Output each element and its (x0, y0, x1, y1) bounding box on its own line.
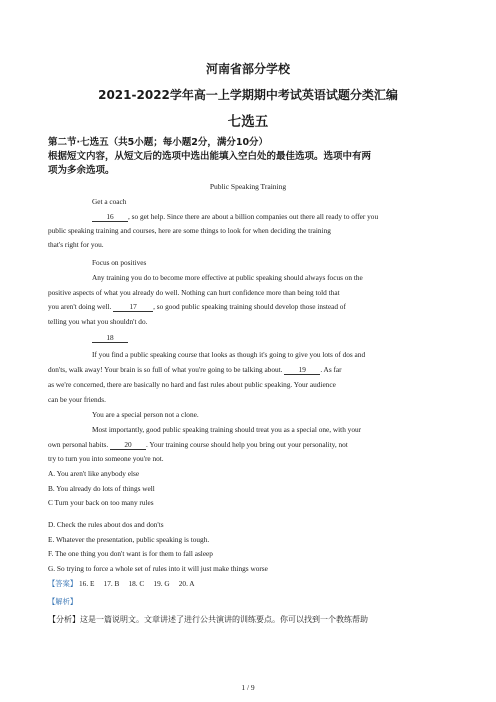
section-type-title: 七选五 (227, 114, 269, 130)
blank-19: 19 (284, 365, 320, 375)
instructions (48, 150, 448, 178)
paragraph-3-line-4: can be your friends. (48, 395, 106, 404)
paragraph-4-line-1: Most importantly, good public speaking training should treat you as a special one, with your (92, 425, 362, 434)
paragraph-3-line-3: as we're concerned, there are basically no hard and fast rules about public speaking. Your audience (48, 380, 336, 389)
paragraph-2-line-2: positive aspects of what you already do well. Nothing can hurt confidence more than being told that (48, 288, 340, 297)
option-d: D. Check the rules about dos and don'ts (48, 520, 164, 529)
compilation-title: 2021-2022学年高一上学期期中考试英语试题分类汇编 (98, 88, 398, 102)
option-e: E. Whatever the presentation, public speaking is tough. (48, 535, 210, 544)
answer-20: 20. A (178, 579, 195, 588)
answer-19: 19. G (153, 579, 170, 588)
paragraph-2-line-1: Any training you do to become more effective at public speaking should always focus on the (92, 273, 363, 282)
instructions-line-1: 根据短文内容，从短文后的选项中选出能填入空白处的最佳选项。选项中有两 (48, 151, 372, 162)
blank-20: 20 (110, 440, 146, 450)
answer-label: 【答案】 (48, 579, 78, 588)
heading-focus-on-positives: Focus on positives (92, 258, 147, 267)
paragraph-2-line-3: you aren't doing well. 17 , so good public speaking training should develop those instead of (48, 302, 346, 311)
school-title: 河南省部分学校 (205, 62, 290, 76)
paragraph-1-line-2: public speaking training and courses, here are some things to look for when deciding the training (48, 226, 331, 235)
heading-get-a-coach: Get a coach (92, 197, 127, 206)
paragraph-3-line-1: If you find a public speaking course that looks as though it's going to give you lots of dos and (92, 350, 366, 359)
paragraph-3-blank-line (92, 333, 128, 343)
blank-18: 18 (92, 333, 128, 343)
paragraph-4-line-3: try to turn you into someone you're not. (48, 454, 164, 463)
answer-row (48, 579, 195, 588)
paragraph-2-line-4: telling you what you shouldn't do. (48, 317, 148, 326)
answer-18: 18. C (128, 579, 145, 588)
instructions-line-2: 项为多余选项。 (48, 165, 115, 176)
paragraph-1-line-3: that's right for you. (48, 240, 104, 249)
analysis-text: 【分析】这是一篇说明文。文章讲述了进行公共演讲的训练要点。你可以找到一个教练帮助 (48, 615, 368, 624)
paragraph-1-line-1: 16 , so get help. Since there are about a billion companies out there all ready to offer you (92, 212, 378, 222)
blank-17: 17 (113, 302, 153, 312)
option-b: B. You already do lots of things well (48, 484, 155, 493)
paragraph-3-line-2: don'ts, walk away! Your brain is so full of what you're going to be talking about. 19 . As far (48, 365, 342, 374)
option-g: G. So trying to force a whole set of rules into it will just make things worse (48, 564, 268, 573)
paragraph-4-line-2: own personal habits. 20 . Your training course should help you bring out your personality, not (48, 440, 348, 449)
option-f: F. The one thing you don't want is for them to fall asleep (48, 549, 213, 558)
section-heading: 第二节·七选五（共5小题；每小题2分，满分10分） (48, 137, 269, 148)
blank-16: 16 (92, 212, 128, 222)
passage-title: Public Speaking Training (209, 182, 287, 191)
page-number: 1 / 9 (241, 683, 255, 692)
answer-16: 16. E (79, 579, 95, 588)
option-c: C Turn your back on too many rules (48, 498, 154, 507)
option-a: A. You aren't like anybody else (48, 469, 140, 478)
answer-17: 17. B (103, 579, 120, 588)
heading-special-person: You are a special person not a clone. (92, 410, 199, 419)
analysis-label: 【解析】 (48, 597, 78, 606)
